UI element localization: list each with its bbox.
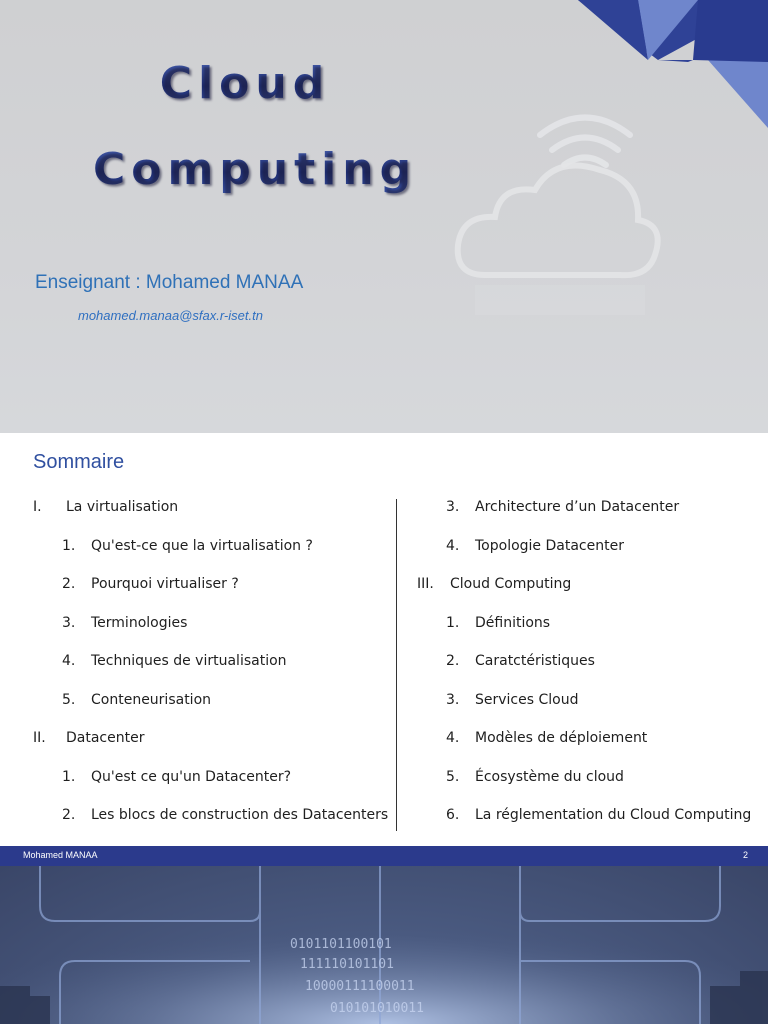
slide-title-line2: Computing — [92, 144, 418, 195]
toc-item-number: II. — [33, 730, 46, 746]
toc-item-number: 5. — [62, 691, 76, 708]
toc-item-number: 5. — [446, 768, 460, 785]
slide-title-line1: Cloud — [159, 58, 331, 109]
toc-item-label: Modèles de déploiement — [475, 730, 648, 746]
slide-footer-bar — [0, 846, 768, 866]
svg-text:0101101100101: 0101101100101 — [290, 937, 392, 952]
toc-item-label: Terminologies — [91, 614, 188, 631]
summary-heading: Sommaire — [33, 451, 125, 473]
toc-item-number: 4. — [446, 537, 460, 554]
toc-item-number: 1. — [62, 537, 76, 554]
toc-item-label: La virtualisation — [66, 499, 179, 515]
column-divider — [396, 499, 397, 831]
toc-item-label: Topologie Datacenter — [475, 537, 624, 554]
toc-item-label: Services Cloud — [475, 691, 579, 708]
toc-item-number: III. — [417, 576, 434, 592]
title-slide — [0, 0, 768, 433]
teacher-name: Enseignant : Mohamed MANAA — [35, 272, 304, 293]
toc-item-number: 1. — [446, 614, 460, 631]
toc-item-number: 3. — [446, 691, 460, 708]
toc-item-number: I. — [33, 499, 42, 515]
summary-slide — [0, 433, 768, 846]
toc-item-number: 3. — [62, 614, 76, 631]
toc-item-label: Écosystème du cloud — [475, 768, 624, 785]
svg-text:10000111100011: 10000111100011 — [305, 979, 415, 994]
toc-item-number: 2. — [62, 576, 76, 592]
toc-item-label: Techniques de virtualisation — [91, 653, 287, 669]
datacenter-background-image — [0, 866, 768, 1024]
toc-item-number: 4. — [62, 653, 76, 669]
toc-item-label: Pourquoi virtualiser ? — [91, 576, 239, 592]
toc-item-number: 6. — [446, 807, 460, 823]
toc-item-label: Qu'est ce qu'un Datacenter? — [91, 768, 292, 785]
toc-item-number: 1. — [62, 768, 76, 785]
toc-item-label: Datacenter — [66, 730, 145, 746]
svg-text:010101010011: 010101010011 — [330, 1001, 424, 1016]
toc-item-label: Caratctéristiques — [475, 653, 595, 669]
cloud-wifi-icon — [440, 95, 670, 325]
next-slide-preview — [0, 866, 768, 1024]
toc-item-number: 2. — [446, 653, 460, 669]
svg-text:111110101101: 111110101101 — [300, 957, 394, 972]
footer-author: Mohamed MANAA — [23, 850, 98, 860]
toc-item-label: Conteneurisation — [91, 691, 212, 708]
toc-item-label: Cloud Computing — [450, 576, 572, 592]
toc-item-number: 3. — [446, 499, 460, 515]
toc-item-label: Les blocs de construction des Datacenters — [91, 807, 389, 823]
toc-item-label: Architecture d’un Datacenter — [475, 499, 680, 515]
toc-item-label: Qu'est-ce que la virtualisation ? — [91, 537, 313, 554]
footer-page-number: 2 — [742, 850, 748, 860]
toc-item-number: 4. — [446, 730, 460, 746]
toc-item-label: Définitions — [475, 614, 551, 631]
toc-item-number: 2. — [62, 807, 76, 823]
toc-item-label: La réglementation du Cloud Computing — [475, 807, 752, 823]
teacher-email: mohamed.manaa@sfax.r-iset.tn — [78, 308, 263, 323]
